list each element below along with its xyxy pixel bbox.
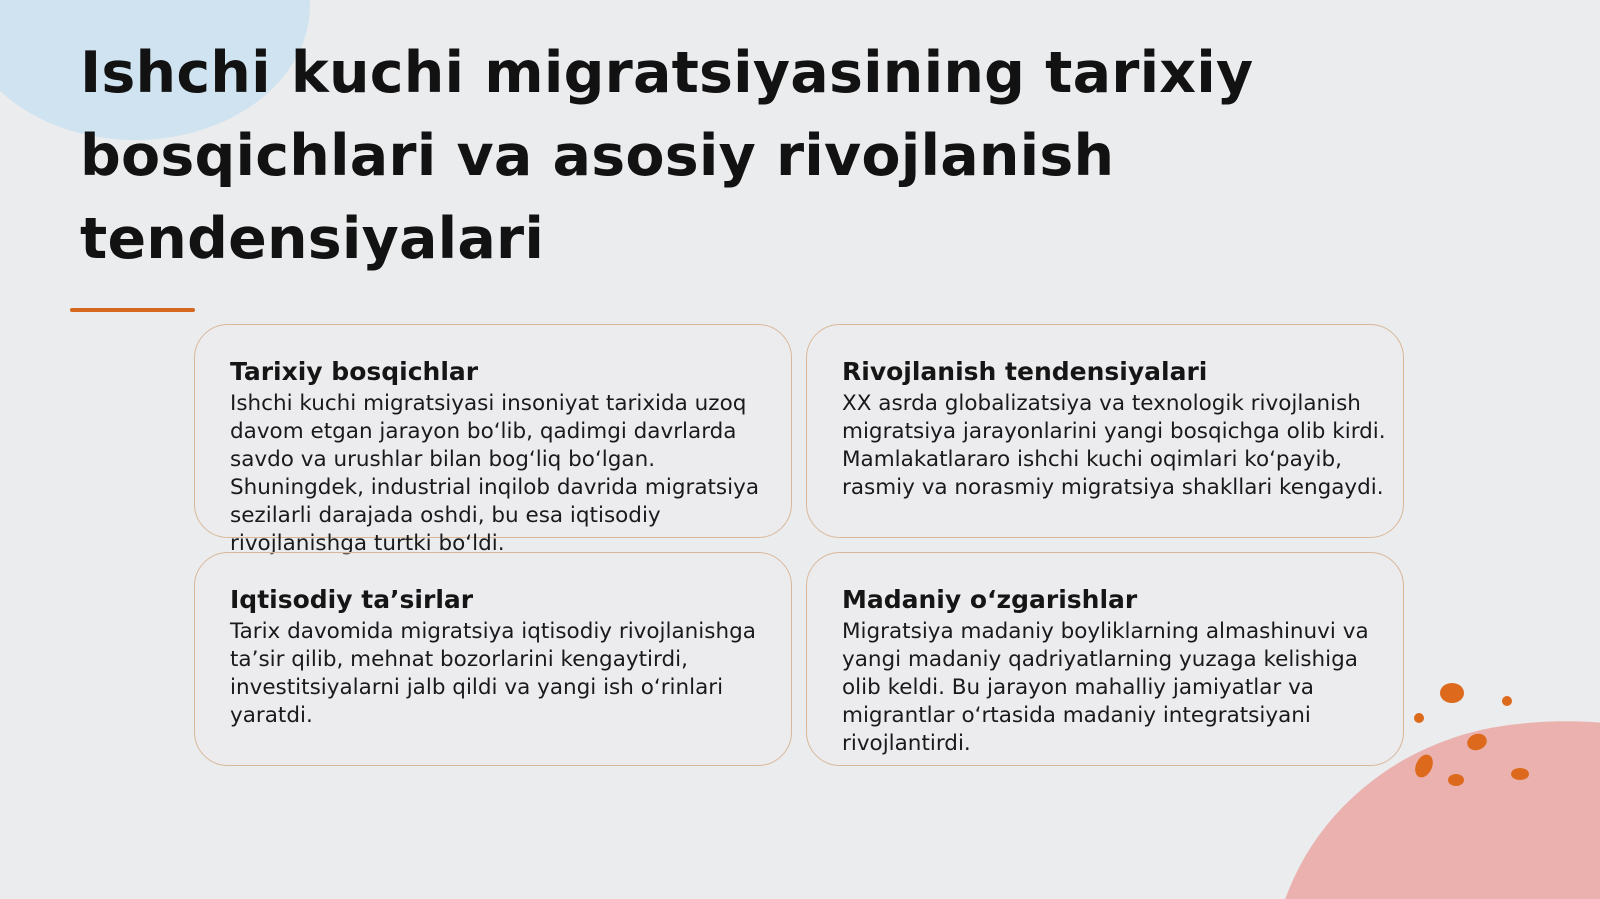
card-title: Rivojlanish tendensiyalari: [842, 357, 1208, 386]
card-text: XX asrda globalizatsiya va texnologik rivojlanish migratsiya jarayonlarini yangi bosqichga olib kirdi. Mamlakatlararo ishchi kuchi oqimlari ko‘payib, rasmiy va norasmiy migratsiya shakllari kengaydi.: [842, 391, 1386, 500]
card-title: Madaniy o‘zgarishlar: [842, 585, 1138, 614]
card-title: Iqtisodiy ta’sirlar: [230, 585, 474, 614]
card-text: Ishchi kuchi migratsiyasi insoniyat tarixida uzoq davom etgan jarayon bo‘lib, qadimgi davrlarda savdo va urushlar bilan bog‘liq bo‘lgan. Shuningdek, industrial inqilob davrida migratsiya sezilarli darajada oshdi, bu esa iqtisodiy rivojlanishga turtki bo‘ldi.: [230, 391, 759, 556]
title-accent-line: [70, 308, 195, 312]
card-tarixiy-bosqichlar: [194, 324, 792, 556]
slide-title: Ishchi kuchi migratsiyasining tarixiy bosqichlari va asosiy rivojlanish tendensiyalari: [80, 40, 1254, 272]
card-text: Tarix davomida migratsiya iqtisodiy rivojlanishga ta’sir qilib, mehnat bozorlarini kengaytirdi, investitsiyalarni jalb qildi va yangi ish o‘rinlari yaratdi.: [230, 619, 756, 728]
card-iqtisodiy-tasirlar: [194, 552, 792, 766]
card-text: Migratsiya madaniy boyliklarning almashinuvi va yangi madaniy qadriyatlarning yuzaga kelishiga olib keldi. Bu jarayon mahalliy jamiyatlar va migrantlar o‘rtasida madaniy integratsiyani rivojlantirdi.: [842, 619, 1369, 756]
card-madaniy-ozgarishlar: [806, 552, 1404, 766]
card-title: Tarixiy bosqichlar: [230, 357, 479, 386]
card-rivojlanish-tendensiyalari: [806, 324, 1404, 538]
